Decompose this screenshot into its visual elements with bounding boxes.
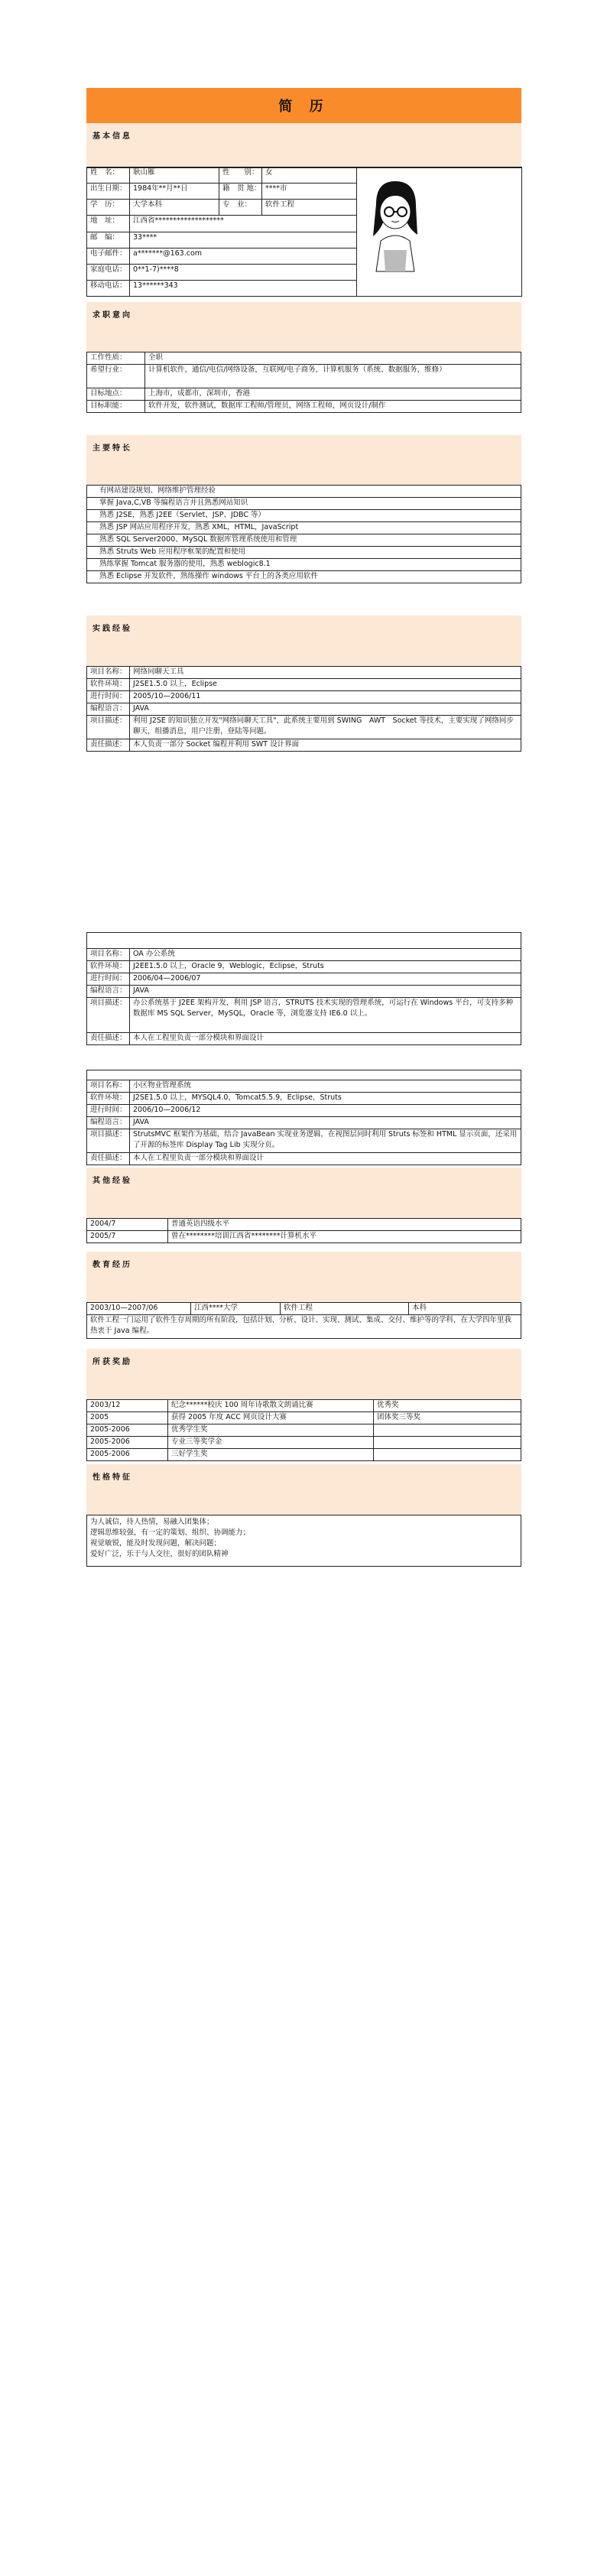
section-job-intention bbox=[86, 302, 521, 352]
project-label: 编程语言： bbox=[87, 703, 130, 716]
section-title: 教育经历 bbox=[93, 1261, 132, 1269]
other-date: 2005/7 bbox=[87, 1231, 168, 1243]
section-title: 实践经验 bbox=[93, 625, 132, 633]
trait-item: 逻辑思维较强，有一定的策划、组织、协调能力； bbox=[90, 1528, 251, 1537]
project-value: OA 办公系统 bbox=[130, 949, 521, 961]
project-value: J2SE1.5.0 以上，Eclipse bbox=[130, 679, 521, 691]
other-date: 2004/7 bbox=[87, 1219, 168, 1231]
birth-value: 1984年**月**日 bbox=[130, 184, 219, 200]
award-name: 纪念******校庆 100 周年诗歌散文朗诵比赛 bbox=[168, 1400, 374, 1412]
photo-cell bbox=[357, 167, 522, 297]
award-rank bbox=[374, 1424, 521, 1437]
award-rank: 优秀奖 bbox=[374, 1400, 521, 1412]
skill-item: 熟悉 J2SE，熟悉 J2EE（Servlet、JSP、JDBC 等） bbox=[87, 510, 521, 522]
project-label: 项目描述： bbox=[87, 716, 130, 739]
awards-table bbox=[86, 1399, 521, 1461]
job-value: 计算机软件，通信/电信/网络设备，互联网/电子商务，计算机服务（系统、数据服务，维修） bbox=[145, 365, 521, 388]
section-traits bbox=[86, 1464, 521, 1515]
name-value: 耿山雁 bbox=[130, 167, 219, 184]
award-date: 2005-2006 bbox=[87, 1424, 168, 1437]
trait-item: 视觉敏锐，能及时发现问题，解决问题； bbox=[90, 1539, 222, 1548]
traits-cell bbox=[87, 1515, 521, 1567]
project-label: 项目名称： bbox=[87, 949, 130, 961]
project-value: J2SE1.5.0 以上，MYSQL4.0，Tomcat5.5.9，Eclipse，Struts bbox=[130, 1093, 521, 1105]
project-label: 进行时间： bbox=[87, 691, 130, 703]
section-title: 性格特征 bbox=[93, 1473, 132, 1482]
project-value: 本人在工程里负责一部分模块和界面设计 bbox=[130, 1153, 521, 1165]
birth-label: 出生日期： bbox=[87, 184, 130, 200]
section-education bbox=[86, 1252, 521, 1302]
award-date: 2003/12 bbox=[87, 1400, 168, 1412]
project-value: JAVA bbox=[130, 1117, 521, 1129]
skills-table bbox=[86, 485, 521, 583]
avatar-illustration bbox=[361, 174, 430, 273]
section-title: 基本信息 bbox=[93, 132, 132, 141]
spacer-table bbox=[86, 1070, 521, 1080]
major-label: 专 业： bbox=[219, 200, 262, 216]
project-label: 进行时间： bbox=[87, 973, 130, 986]
name-label: 姓 名： bbox=[87, 167, 130, 184]
project-label: 责任描述： bbox=[87, 1033, 130, 1045]
award-name: 三好学生奖 bbox=[168, 1449, 374, 1461]
project-value: 2006/04—2006/07 bbox=[130, 973, 521, 986]
section-skills bbox=[86, 435, 521, 485]
section-title: 主要特长 bbox=[93, 444, 132, 453]
resume-title: 简 历 bbox=[86, 88, 521, 123]
project-label: 软件环境： bbox=[87, 961, 130, 973]
mobile-value: 13******343 bbox=[130, 280, 357, 296]
degree-label: 学 历： bbox=[87, 200, 130, 216]
other-value: 曾在********培训江西省********计算机水平 bbox=[168, 1231, 521, 1243]
section-basic-info bbox=[86, 123, 521, 167]
project-label: 项目描述： bbox=[87, 998, 130, 1033]
project-table-3 bbox=[86, 1080, 521, 1165]
edu-degree: 本科 bbox=[409, 1303, 521, 1315]
project-label: 项目名称： bbox=[87, 667, 130, 679]
skill-item: 熟悉 Struts Web 应用程序框架的配置和使用 bbox=[87, 547, 521, 559]
project-value: J2EE1.5.0 以上，Oracle 9，Weblogic，Eclipse，Struts bbox=[130, 961, 521, 973]
phone-value: 0**1-7)****8 bbox=[130, 264, 357, 280]
job-label: 希望行业： bbox=[87, 365, 145, 388]
award-name: 优秀学生奖 bbox=[168, 1424, 374, 1437]
project-label: 责任描述： bbox=[87, 739, 130, 752]
project-value: 利用 J2SE 的知识独立开发"网络同聊天工具"，此系统主要用到 SWING AWT Socket 等技术，主要实现了网络同步聊天，组播消息，用户注册，登陆等问题。 bbox=[130, 716, 521, 739]
email-value: a*******@163.com bbox=[130, 248, 357, 264]
award-date: 2005-2006 bbox=[87, 1437, 168, 1449]
job-value: 软件开发，软件测试，数据库工程师/管理员，网络工程师，网页设计/制作 bbox=[145, 401, 521, 413]
zip-label: 邮 编： bbox=[87, 232, 130, 248]
trait-item: 爱好广泛，乐于与人交往，很好的团队精神 bbox=[90, 1550, 229, 1558]
skill-item: 掌握 Java,C,VB 等编程语言并且熟悉网站知识 bbox=[87, 498, 521, 510]
skill-item: 有网站建设规划、网络维护管理经验 bbox=[87, 486, 521, 498]
job-value: 全职 bbox=[145, 352, 521, 365]
project-table-2 bbox=[86, 948, 521, 1045]
edu-major: 软件工程 bbox=[281, 1303, 409, 1315]
degree-value: 大学本科 bbox=[130, 200, 219, 216]
skill-item: 熟悉 JSP 网站应用程序开发，熟悉 XML，HTML，JavaScript bbox=[87, 522, 521, 534]
major-value: 软件工程 bbox=[262, 200, 357, 216]
address-value: 江西省******************* bbox=[130, 216, 357, 232]
award-rank: 团体奖三等奖 bbox=[374, 1412, 521, 1424]
skill-item: 熟练掌握 Tomcat 服务器的使用，熟悉 weblogic8.1 bbox=[87, 559, 521, 571]
award-name: 专业三等奖学金 bbox=[168, 1437, 374, 1449]
job-label: 目标地点： bbox=[87, 388, 145, 401]
project-value: 小区物业管理系统 bbox=[130, 1080, 521, 1093]
gender-value: 女 bbox=[262, 167, 357, 184]
project-value: 本人负责一部分 Socket 编程并利用 SWT 设计界面 bbox=[130, 739, 521, 752]
traits-table bbox=[86, 1515, 521, 1567]
award-date: 2005-2006 bbox=[87, 1449, 168, 1461]
edu-description: 软件工程一门运用了软件生存周期的所有阶段，包括计划、分析、设计、实现、测试、集成、交付、维护等的学科，在大学四年里我热衷于 Java 编程。 bbox=[87, 1315, 521, 1339]
project-table-1 bbox=[86, 666, 521, 752]
phone-label: 家庭电话： bbox=[87, 264, 130, 280]
edu-school: 江西****大学 bbox=[191, 1303, 281, 1315]
project-value: 2005/10—2006/11 bbox=[130, 691, 521, 703]
zip-value: 33**** bbox=[130, 232, 357, 248]
address-label: 地 址： bbox=[87, 216, 130, 232]
project-label: 编程语言： bbox=[87, 986, 130, 998]
award-rank bbox=[374, 1437, 521, 1449]
job-value: 上海市，成都市，深圳市，香港 bbox=[145, 388, 521, 401]
education-table bbox=[86, 1302, 521, 1339]
award-rank bbox=[374, 1449, 521, 1461]
project-label: 项目描述： bbox=[87, 1129, 130, 1153]
section-awards bbox=[86, 1349, 521, 1399]
project-label: 责任描述： bbox=[87, 1153, 130, 1165]
job-label: 目标职能： bbox=[87, 401, 145, 413]
trait-item: 为人诚信，待人热情，易融入团集体； bbox=[90, 1518, 214, 1526]
project-label: 进行时间： bbox=[87, 1105, 130, 1117]
section-title: 求职意向 bbox=[93, 311, 132, 320]
project-value: 网络同聊天工具 bbox=[130, 667, 521, 679]
mobile-label: 移动电话： bbox=[87, 280, 130, 296]
section-other-experience bbox=[86, 1168, 521, 1218]
email-label: 电子邮件： bbox=[87, 248, 130, 264]
basic-info-table bbox=[86, 167, 522, 297]
skill-item: 熟悉 Eclipse 开发软件，熟练操作 windows 平台上的各类应用软件 bbox=[87, 571, 521, 583]
gender-label: 性 别： bbox=[219, 167, 262, 184]
project-value: JAVA bbox=[130, 703, 521, 716]
job-label: 工作性质： bbox=[87, 352, 145, 365]
job-intention-table bbox=[86, 352, 521, 413]
other-experience-table bbox=[86, 1218, 521, 1243]
section-title: 其他经验 bbox=[93, 1177, 132, 1185]
project-label: 编程语言： bbox=[87, 1117, 130, 1129]
award-date: 2005 bbox=[87, 1412, 168, 1424]
project-value: StrutsMVC 框架作为基础，结合 JavaBean 实现业务逻辑，在视图层同时利用 Struts 标签和 HTML 显示页面，还采用了开源的标签库 Display Tag Lib 实现分页。 bbox=[130, 1129, 521, 1153]
section-practice bbox=[86, 616, 521, 666]
project-value: JAVA bbox=[130, 986, 521, 998]
skill-item: 熟悉 SQL Server2000、MySQL 数据库管理系统使用和管理 bbox=[87, 534, 521, 547]
section-title: 所获奖励 bbox=[93, 1358, 132, 1366]
other-value: 普通英语四级水平 bbox=[168, 1219, 521, 1231]
project-value: 2006/10—2006/12 bbox=[130, 1105, 521, 1117]
edu-period: 2003/10—2007/06 bbox=[87, 1303, 191, 1315]
hometown-value: ****市 bbox=[262, 184, 357, 200]
project-label: 项目名称： bbox=[87, 1080, 130, 1093]
hometown-label: 籍 贯 地： bbox=[219, 184, 262, 200]
project-label: 软件环境： bbox=[87, 1093, 130, 1105]
project-value: 本人在工程里负责一部分模块和界面设计 bbox=[130, 1033, 521, 1045]
project-value: 办公系统基于 J2EE 架构开发，利用 JSP 语言，STRUTS 技术实现的管理系统，可运行在 Windows 平台，可支持多种数据库 MS SQL Server，MySQL，Oracle 等，浏览器支持 IE6.0 以上。 bbox=[130, 998, 521, 1033]
spacer-table bbox=[86, 932, 521, 949]
award-name: 获得 2005 年度 ACC 网页设计大赛 bbox=[168, 1412, 374, 1424]
project-label: 软件环境： bbox=[87, 679, 130, 691]
